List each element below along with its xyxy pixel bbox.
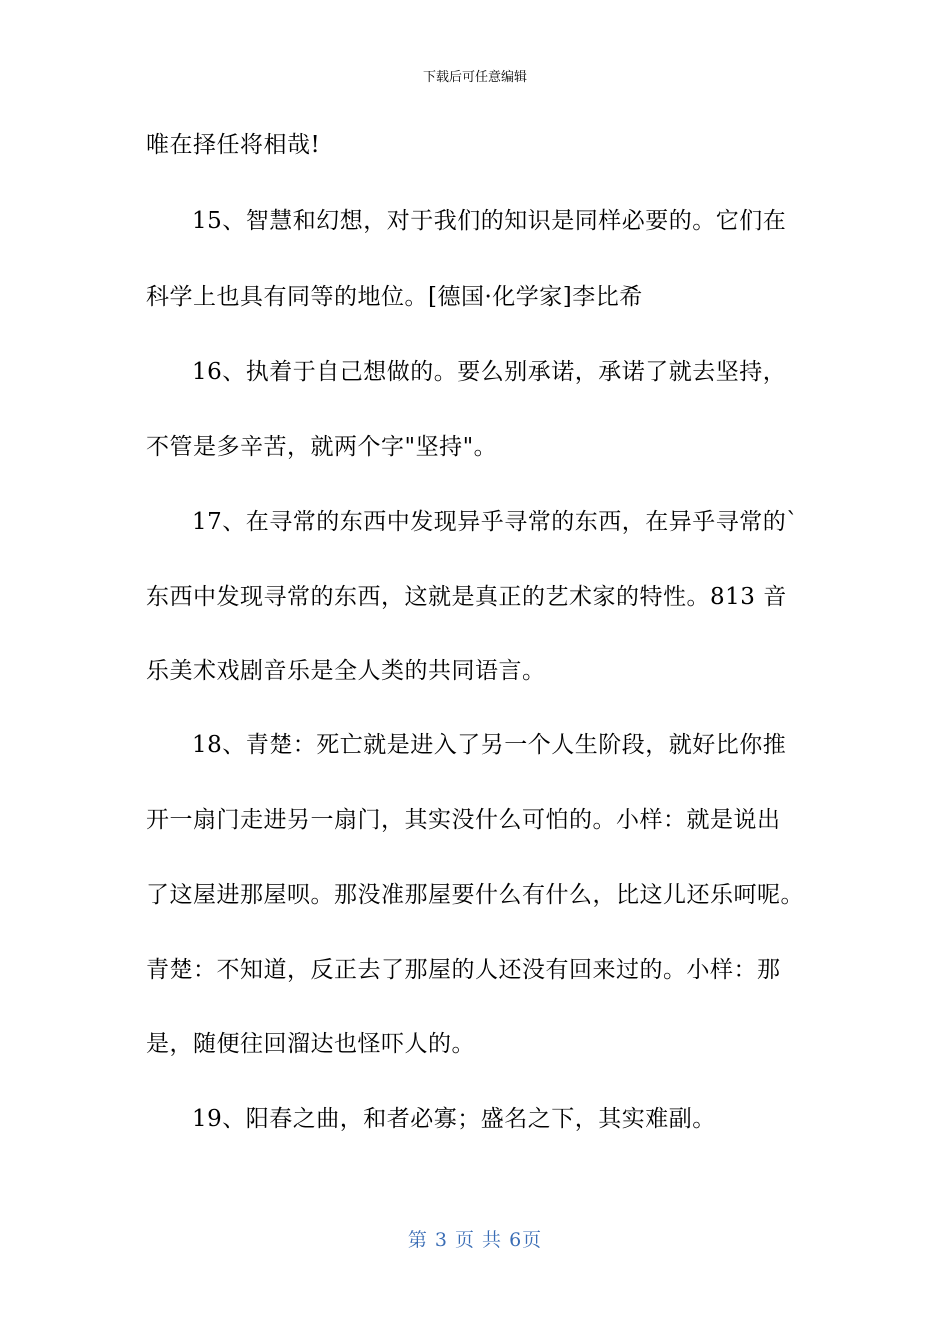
text-line: 是，随便往回溜达也怪吓人的。	[146, 1031, 475, 1057]
text-line: 乐美术戏剧音乐是全人类的共同语言。	[146, 658, 546, 684]
text-line: 唯在择任将相哉!	[146, 132, 321, 158]
text-line: 16、执着于自己想做的。要么别承诺，承诺了就去坚持，	[192, 359, 787, 385]
text-line: 东西中发现寻常的东西，这就是真正的艺术家的特性。813 音	[146, 584, 787, 610]
text-line: 了这屋进那屋呗。那没准那屋要什么有什么，比这儿还乐呵呢。	[146, 882, 804, 908]
text-line: 科学上也具有同等的地位。[德国·化学家]李比希	[146, 284, 643, 310]
text-line: 18、青楚：死亡就是进入了另一个人生阶段，就好比你推	[192, 732, 787, 758]
text-line: 开一扇门走进另一扇门，其实没什么可怕的。小样：就是说出	[146, 807, 781, 833]
page-footer: 第 3 页 共 6页	[407, 1229, 543, 1251]
text-line: 青楚：不知道，反正去了那屋的人还没有回来过的。小样：那	[146, 957, 781, 983]
page-header: 下载后可任意编辑	[422, 70, 527, 85]
text-line: 不管是多辛苦，就两个字"坚持"。	[146, 434, 498, 460]
text-line: 15、智慧和幻想，对于我们的知识是同样必要的。它们在	[192, 208, 787, 234]
text-line: 19、阳春之曲，和者必寡；盛名之下，其实难副。	[192, 1106, 716, 1132]
text-line: 17、在寻常的东西中发现异乎寻常的东西，在异乎寻常的`	[192, 509, 799, 535]
